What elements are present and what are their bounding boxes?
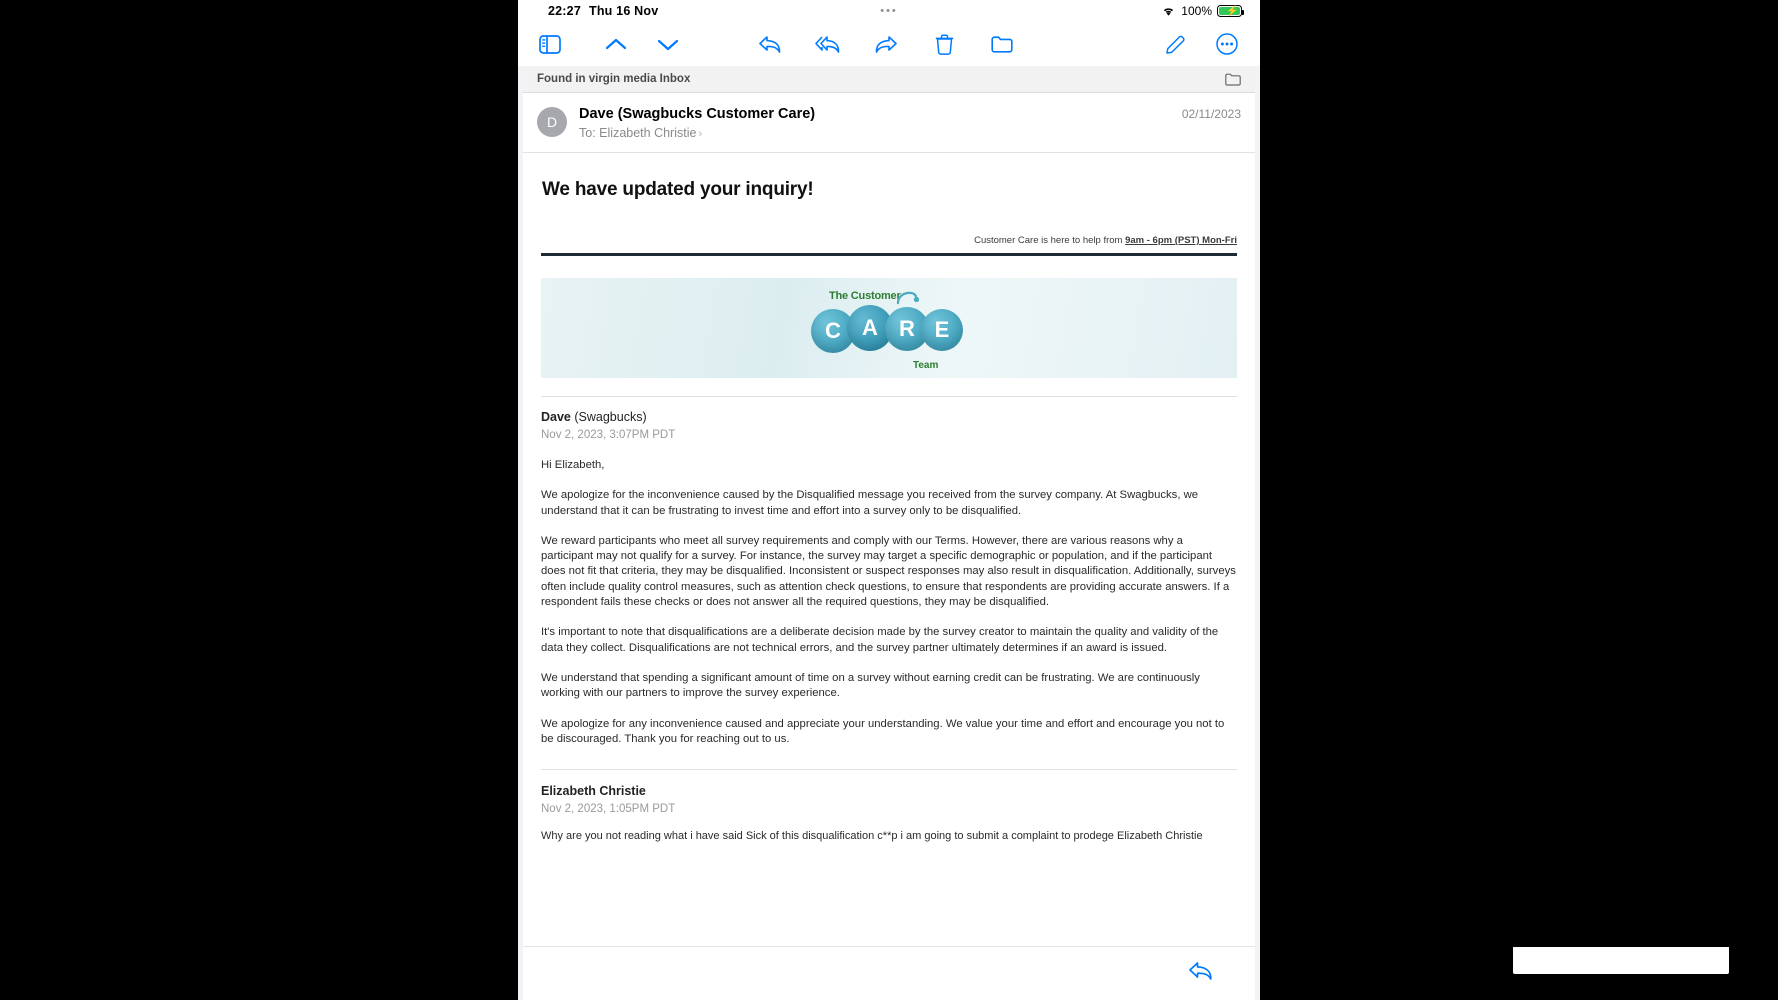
message-paragraph: We apologize for the inconvenience caused by the Disqualified message you received from the survey company. At Swagbucks, we understand that it can be frustrating to invest time and effort into a survey only to be disqualified. bbox=[541, 489, 1199, 517]
thread-message bbox=[537, 784, 1241, 843]
thread-timestamp: Nov 2, 2023, 3:07PM PDT bbox=[541, 429, 676, 441]
care-hours-prefix: Customer Care is here to help from bbox=[974, 235, 1126, 246]
status-indicators bbox=[1161, 4, 1242, 18]
care-hours-line bbox=[537, 235, 1241, 246]
sender-name: Dave (Swagbucks Customer Care) bbox=[579, 106, 816, 122]
care-letter-e: E bbox=[921, 309, 963, 351]
message-date: 02/11/2023 bbox=[1181, 107, 1241, 121]
thread-message bbox=[537, 410, 1241, 747]
message-paragraph: We apologize for any inconvenience caused and appreciate your understanding. We value your time and effort and encourage you not to be discouraged. Thank you for reaching out to us. bbox=[541, 717, 1225, 745]
care-letter-a: A bbox=[847, 305, 893, 351]
compose-icon[interactable] bbox=[1158, 27, 1192, 61]
recipient-line[interactable] bbox=[579, 126, 815, 140]
thread-author-suffix: (Swagbucks) bbox=[570, 410, 647, 424]
reply-all-icon[interactable] bbox=[811, 27, 845, 61]
found-in-bar[interactable] bbox=[523, 66, 1255, 93]
thread-author-name: Dave bbox=[541, 410, 571, 424]
panel-dot-icon bbox=[1642, 930, 1648, 936]
floating-panel[interactable] bbox=[1513, 926, 1729, 974]
email-title: We have updated your inquiry! bbox=[542, 179, 814, 200]
bottom-action-bar bbox=[523, 946, 1255, 1000]
floating-panel-header bbox=[1513, 926, 1729, 947]
message-divider bbox=[541, 769, 1237, 770]
forward-icon[interactable] bbox=[869, 27, 903, 61]
to-label: To: bbox=[579, 126, 596, 140]
chevron-down-icon[interactable] bbox=[651, 27, 685, 61]
trash-icon[interactable] bbox=[927, 27, 961, 61]
mail-toolbar bbox=[518, 22, 1260, 66]
thread-author-name: Elizabeth Christie bbox=[541, 783, 646, 798]
message-card bbox=[523, 66, 1255, 946]
panel-dot-icon bbox=[1689, 938, 1696, 945]
message-paragraph: It's important to note that disqualifications are a deliberate decision made by the survey creator to maintain the quality and validity of the data they collect. Disqualifications are not technical errors, and the survey partner ultimately determines if an award is issued. bbox=[541, 626, 1219, 654]
avatar: D bbox=[537, 107, 567, 137]
reply-icon[interactable] bbox=[1188, 961, 1213, 986]
message-paragraph: Why are you not reading what i have said Sick of this disqualification c**p i am going to submit a complaint to prodege Elizabeth Christie bbox=[541, 829, 1203, 842]
recipient-name[interactable]: Elizabeth Christie bbox=[599, 126, 697, 140]
move-folder-icon[interactable] bbox=[985, 27, 1019, 61]
message-paragraph: Hi Elizabeth, bbox=[541, 459, 605, 471]
panel-dot-icon bbox=[1535, 934, 1542, 941]
care-letter-r: R bbox=[885, 307, 929, 351]
device-viewport bbox=[518, 0, 1260, 1000]
folder-icon[interactable] bbox=[1225, 73, 1241, 86]
chevron-right-icon: › bbox=[698, 128, 703, 140]
thread-author bbox=[541, 784, 1237, 798]
reply-icon[interactable] bbox=[753, 27, 787, 61]
found-in-label: Found in virgin media Inbox bbox=[537, 73, 691, 85]
care-letter-c: C bbox=[811, 309, 855, 353]
status-date: Thu 16 Nov bbox=[588, 4, 659, 18]
status-time-date bbox=[548, 4, 658, 18]
message-divider bbox=[541, 396, 1237, 397]
care-team-banner bbox=[541, 278, 1237, 378]
thread-timestamp: Nov 2, 2023, 1:05PM PDT bbox=[541, 802, 676, 815]
status-bar bbox=[518, 0, 1260, 22]
care-logo-bottom-text: Team bbox=[913, 359, 939, 371]
status-time: 22:27 bbox=[548, 4, 581, 18]
care-logo bbox=[809, 289, 969, 371]
care-logo-top-text: The Customer bbox=[829, 289, 901, 302]
battery-charging-icon: ⚡ bbox=[1217, 5, 1242, 17]
swirl-icon bbox=[895, 285, 921, 307]
message-paragraph: We reward participants who meet all survey requirements and comply with our Terms. However, there are various reasons why a participant may not qualify for a survey. For instance, the survey may target a specific demographic or population, and if the participant does not fit that criteria, they may be disqualified. Inconsistent or suspect responses may also result in disqualification. Additionally, surveys often include quality control measures, such as attention check questions, to ensure that respondents are providing accurate answers. If a respondent fails these checks or does not answer all the required questions, they may be disqualified. bbox=[541, 534, 1236, 609]
divider-rule bbox=[541, 253, 1237, 256]
email-body bbox=[523, 179, 1255, 843]
mail-content-area bbox=[518, 66, 1260, 1000]
thread-author bbox=[541, 410, 1237, 424]
sidebar-icon[interactable] bbox=[533, 27, 567, 61]
battery-percent: 100% bbox=[1181, 4, 1212, 18]
chevron-up-icon[interactable] bbox=[599, 27, 633, 61]
more-icon[interactable] bbox=[1210, 27, 1244, 61]
status-dots: ••• bbox=[880, 5, 898, 17]
message-paragraph: We understand that spending a significant amount of time on a survey without earning credit can be frustrating. We are continuously working with our partners to improve the survey experience. bbox=[541, 671, 1200, 700]
care-hours-value: 9am - 6pm (PST) Mon-Fri bbox=[1125, 235, 1237, 246]
wifi-icon bbox=[1161, 6, 1176, 17]
message-header[interactable] bbox=[523, 93, 1255, 153]
